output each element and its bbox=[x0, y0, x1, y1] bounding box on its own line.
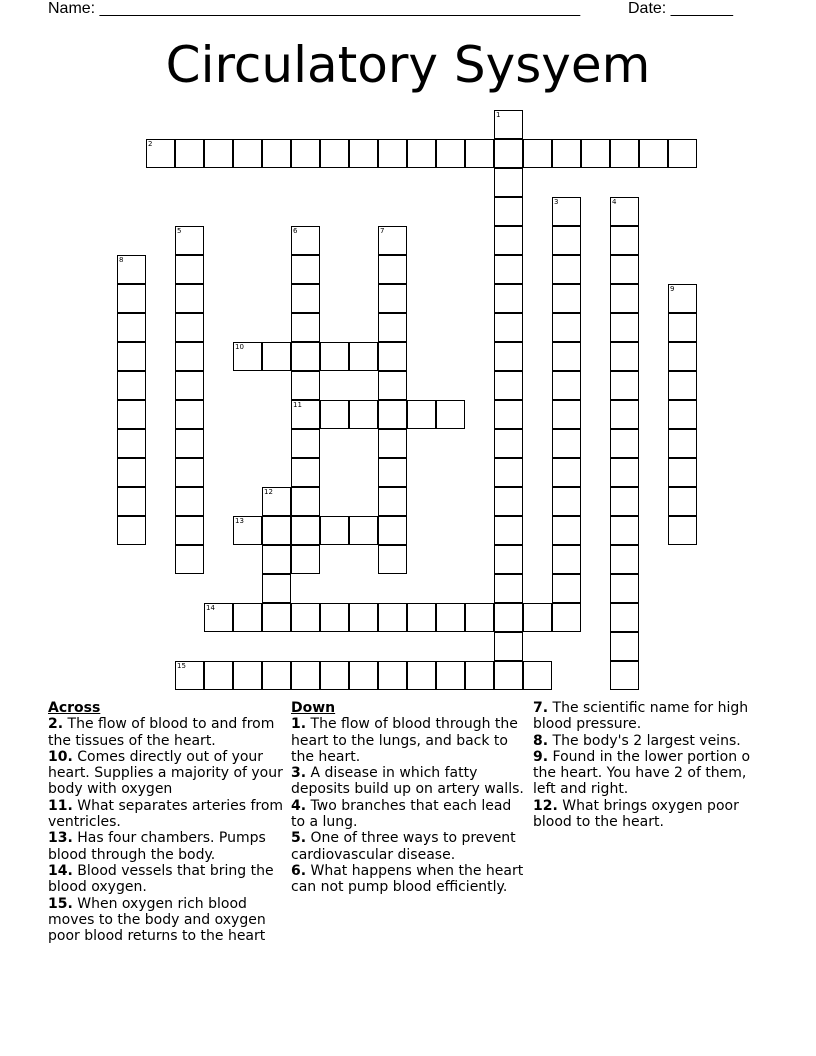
grid-cell[interactable] bbox=[262, 516, 291, 545]
grid-cell[interactable] bbox=[262, 603, 291, 632]
grid-cell[interactable] bbox=[378, 226, 407, 255]
grid-cell[interactable] bbox=[494, 284, 523, 313]
clue-number: 3 bbox=[554, 198, 559, 206]
grid-cell[interactable] bbox=[117, 487, 146, 516]
grid-cell[interactable] bbox=[610, 574, 639, 603]
grid-cell[interactable] bbox=[668, 284, 697, 313]
grid-cell[interactable] bbox=[523, 661, 552, 690]
clue-number: 14 bbox=[206, 604, 215, 612]
clue-text: What brings oxygen poor blood to the heart. bbox=[533, 797, 739, 831]
grid-cell[interactable] bbox=[175, 661, 204, 690]
grid-cell[interactable] bbox=[175, 458, 204, 487]
clue-number: 10. bbox=[48, 748, 73, 765]
grid-cell[interactable] bbox=[552, 284, 581, 313]
clue-text: The flow of blood to and from the tissues of the heart. bbox=[48, 716, 275, 749]
grid-cell[interactable] bbox=[552, 603, 581, 632]
grid-cell[interactable] bbox=[552, 545, 581, 574]
grid-cell[interactable] bbox=[320, 342, 349, 371]
grid-cell[interactable] bbox=[552, 197, 581, 226]
clue-text: The body's 2 largest veins. bbox=[548, 732, 741, 749]
grid-cell[interactable] bbox=[494, 139, 523, 168]
grid-cell[interactable] bbox=[262, 342, 291, 371]
grid-cell[interactable] bbox=[494, 545, 523, 574]
down-clue bbox=[533, 798, 769, 831]
grid-cell[interactable] bbox=[117, 429, 146, 458]
grid-cell[interactable] bbox=[494, 168, 523, 197]
name-field[interactable]: Name: ______________________________________________________ bbox=[48, 0, 581, 17]
grid-cell[interactable] bbox=[175, 139, 204, 168]
grid-cell[interactable] bbox=[378, 255, 407, 284]
grid-cell[interactable] bbox=[552, 429, 581, 458]
grid-cell[interactable] bbox=[639, 139, 668, 168]
grid-cell[interactable] bbox=[552, 458, 581, 487]
down-clues-continued bbox=[533, 700, 769, 830]
grid-cell[interactable] bbox=[552, 226, 581, 255]
across-clue bbox=[48, 716, 284, 749]
grid-cell[interactable] bbox=[494, 661, 523, 690]
grid-cell[interactable] bbox=[175, 342, 204, 371]
clue-number: 3. bbox=[291, 765, 307, 782]
grid-cell[interactable] bbox=[668, 342, 697, 371]
grid-cell[interactable] bbox=[494, 458, 523, 487]
grid-cell[interactable] bbox=[494, 400, 523, 429]
grid-cell[interactable] bbox=[668, 313, 697, 342]
grid-cell[interactable] bbox=[494, 313, 523, 342]
clue-number: 15. bbox=[48, 895, 73, 912]
grid-cell[interactable] bbox=[233, 516, 262, 545]
grid-cell[interactable] bbox=[494, 429, 523, 458]
grid-cell[interactable] bbox=[378, 139, 407, 168]
grid-cell[interactable] bbox=[262, 661, 291, 690]
grid-cell[interactable] bbox=[378, 487, 407, 516]
clue-number: 6. bbox=[291, 862, 307, 879]
grid-cell[interactable] bbox=[552, 516, 581, 545]
grid-cell[interactable] bbox=[175, 313, 204, 342]
grid-cell[interactable] bbox=[552, 574, 581, 603]
grid-cell[interactable] bbox=[320, 661, 349, 690]
grid-cell[interactable] bbox=[291, 603, 320, 632]
grid-cell[interactable] bbox=[668, 371, 697, 400]
clue-text: The scientific name for high blood pressure. bbox=[533, 700, 749, 733]
grid-cell[interactable] bbox=[378, 284, 407, 313]
clue-number: 2 bbox=[148, 140, 153, 148]
clue-text: One of three ways to prevent cardiovascular disease. bbox=[291, 830, 516, 863]
grid-cell[interactable] bbox=[494, 342, 523, 371]
clue-number: 5 bbox=[177, 227, 182, 235]
clue-text: What happens when the heart can not pump blood efficiently. bbox=[291, 862, 524, 896]
grid-cell[interactable] bbox=[291, 545, 320, 574]
clue-number: 2. bbox=[48, 716, 64, 733]
clue-text: Comes directly out of your heart. Supplies a majority of your body with oxygen bbox=[48, 748, 283, 798]
grid-cell[interactable] bbox=[610, 313, 639, 342]
grid-cell[interactable] bbox=[378, 342, 407, 371]
grid-cell[interactable] bbox=[117, 342, 146, 371]
grid-cell[interactable] bbox=[465, 661, 494, 690]
grid-cell[interactable] bbox=[668, 458, 697, 487]
grid-cell[interactable] bbox=[349, 139, 378, 168]
grid-cell[interactable] bbox=[494, 110, 523, 139]
grid-cell[interactable] bbox=[262, 487, 291, 516]
grid-cell[interactable] bbox=[523, 603, 552, 632]
grid-cell[interactable] bbox=[117, 371, 146, 400]
grid-cell[interactable] bbox=[146, 139, 175, 168]
grid-cell[interactable] bbox=[378, 661, 407, 690]
down-clue-list-continued bbox=[533, 700, 769, 830]
clue-number: 13. bbox=[48, 830, 73, 847]
grid-cell[interactable] bbox=[378, 371, 407, 400]
grid-cell[interactable] bbox=[552, 342, 581, 371]
grid-cell[interactable] bbox=[610, 661, 639, 690]
grid-cell[interactable] bbox=[175, 226, 204, 255]
grid-cell[interactable] bbox=[523, 139, 552, 168]
clue-number: 9. bbox=[533, 748, 549, 765]
grid-cell[interactable] bbox=[407, 400, 436, 429]
grid-cell[interactable] bbox=[175, 400, 204, 429]
grid-cell[interactable] bbox=[291, 487, 320, 516]
grid-cell[interactable] bbox=[117, 284, 146, 313]
grid-cell[interactable] bbox=[291, 516, 320, 545]
clue-number: 4. bbox=[291, 797, 307, 814]
grid-cell[interactable] bbox=[494, 574, 523, 603]
grid-cell[interactable] bbox=[552, 313, 581, 342]
down-clue bbox=[533, 700, 769, 733]
grid-cell[interactable] bbox=[494, 487, 523, 516]
grid-cell[interactable] bbox=[175, 516, 204, 545]
clue-number: 12 bbox=[264, 488, 273, 496]
across-clue-list bbox=[48, 716, 284, 944]
grid-cell[interactable] bbox=[233, 139, 262, 168]
down-clue bbox=[291, 798, 527, 831]
across-clue bbox=[48, 896, 284, 945]
grid-cell[interactable] bbox=[610, 516, 639, 545]
across-clue bbox=[48, 830, 284, 863]
grid-cell[interactable] bbox=[291, 429, 320, 458]
grid-cell[interactable] bbox=[436, 603, 465, 632]
grid-cell[interactable] bbox=[175, 371, 204, 400]
grid-cell[interactable] bbox=[552, 255, 581, 284]
clue-text: When oxygen rich blood moves to the body and oxygen poor blood returns to the heart bbox=[48, 895, 266, 945]
grid-cell[interactable] bbox=[175, 545, 204, 574]
puzzle-title: Circulatory Sysyem bbox=[165, 36, 651, 94]
grid-cell[interactable] bbox=[291, 313, 320, 342]
grid-cell[interactable] bbox=[320, 139, 349, 168]
grid-cell[interactable] bbox=[291, 255, 320, 284]
grid-cell[interactable] bbox=[204, 661, 233, 690]
clue-text: Two branches that each lead to a lung. bbox=[291, 797, 512, 831]
grid-cell[interactable] bbox=[552, 400, 581, 429]
grid-cell[interactable] bbox=[436, 400, 465, 429]
clue-number: 1. bbox=[291, 716, 307, 733]
grid-cell[interactable] bbox=[262, 545, 291, 574]
grid-cell[interactable] bbox=[494, 632, 523, 661]
clue-text: What separates arteries from ventricles. bbox=[48, 797, 284, 831]
across-clues bbox=[48, 700, 284, 944]
grid-cell[interactable] bbox=[552, 487, 581, 516]
grid-cell[interactable] bbox=[610, 197, 639, 226]
down-clue bbox=[291, 830, 527, 863]
clue-number: 15 bbox=[177, 662, 186, 670]
clue-text: The flow of blood through the heart to the lungs, and back to the heart. bbox=[291, 716, 518, 765]
grid-cell[interactable] bbox=[378, 458, 407, 487]
clue-text: A disease in which fatty deposits build up on artery walls. bbox=[291, 765, 524, 798]
clue-text: Blood vessels that bring the blood oxygen. bbox=[48, 862, 274, 896]
grid-cell[interactable] bbox=[668, 139, 697, 168]
down-clue bbox=[291, 716, 527, 765]
grid-cell[interactable] bbox=[436, 661, 465, 690]
grid-cell[interactable] bbox=[117, 255, 146, 284]
clue-text: Found in the lower portion o the heart. You have 2 of them, left and right. bbox=[533, 748, 751, 798]
clue-number: 11 bbox=[293, 401, 302, 409]
grid-cell[interactable] bbox=[610, 603, 639, 632]
grid-cell[interactable] bbox=[610, 255, 639, 284]
grid-cell[interactable] bbox=[610, 487, 639, 516]
grid-cell[interactable] bbox=[494, 226, 523, 255]
grid-cell[interactable] bbox=[175, 487, 204, 516]
grid-cell[interactable] bbox=[610, 545, 639, 574]
grid-cell[interactable] bbox=[610, 458, 639, 487]
grid-cell[interactable] bbox=[291, 371, 320, 400]
grid-cell[interactable] bbox=[378, 603, 407, 632]
grid-cell[interactable] bbox=[494, 516, 523, 545]
grid-cell[interactable] bbox=[349, 342, 378, 371]
grid-cell[interactable] bbox=[668, 516, 697, 545]
grid-cell[interactable] bbox=[610, 226, 639, 255]
clue-number: 14. bbox=[48, 862, 73, 879]
clue-number: 4 bbox=[612, 198, 617, 206]
clue-number: 7. bbox=[533, 700, 549, 716]
grid-cell[interactable] bbox=[378, 400, 407, 429]
grid-cell[interactable] bbox=[349, 516, 378, 545]
grid-cell[interactable] bbox=[378, 429, 407, 458]
down-clue-list bbox=[291, 716, 527, 895]
grid-cell[interactable] bbox=[233, 603, 262, 632]
grid-cell[interactable] bbox=[320, 400, 349, 429]
across-clue bbox=[48, 863, 284, 896]
down-clue bbox=[291, 863, 527, 896]
grid-cell[interactable] bbox=[291, 342, 320, 371]
grid-cell[interactable] bbox=[407, 661, 436, 690]
clue-number: 5. bbox=[291, 830, 307, 847]
grid-cell[interactable] bbox=[494, 603, 523, 632]
grid-cell[interactable] bbox=[610, 632, 639, 661]
date-field[interactable]: Date: _______ bbox=[628, 0, 733, 17]
grid-cell[interactable] bbox=[262, 574, 291, 603]
grid-cell[interactable] bbox=[175, 429, 204, 458]
grid-cell[interactable] bbox=[349, 400, 378, 429]
clue-number: 11. bbox=[48, 797, 73, 814]
grid-cell[interactable] bbox=[117, 516, 146, 545]
across-heading: Across bbox=[48, 700, 101, 716]
grid-cell[interactable] bbox=[175, 284, 204, 313]
grid-cell[interactable] bbox=[291, 226, 320, 255]
clue-number: 10 bbox=[235, 343, 244, 351]
grid-cell[interactable] bbox=[407, 603, 436, 632]
grid-cell[interactable] bbox=[610, 371, 639, 400]
across-clue bbox=[48, 798, 284, 831]
grid-cell[interactable] bbox=[668, 400, 697, 429]
grid-cell[interactable] bbox=[291, 400, 320, 429]
grid-cell[interactable] bbox=[349, 603, 378, 632]
grid-cell[interactable] bbox=[610, 284, 639, 313]
down-clue bbox=[291, 765, 527, 798]
grid-cell[interactable] bbox=[494, 255, 523, 284]
grid-cell[interactable] bbox=[378, 313, 407, 342]
grid-cell[interactable] bbox=[465, 139, 494, 168]
grid-cell[interactable] bbox=[291, 458, 320, 487]
grid-cell[interactable] bbox=[436, 139, 465, 168]
grid-cell[interactable] bbox=[291, 284, 320, 313]
clue-number: 13 bbox=[235, 517, 244, 525]
down-clue bbox=[533, 733, 769, 749]
grid-cell[interactable] bbox=[204, 139, 233, 168]
grid-cell[interactable] bbox=[378, 516, 407, 545]
grid-cell[interactable] bbox=[117, 400, 146, 429]
grid-cell[interactable] bbox=[175, 255, 204, 284]
clue-number: 1 bbox=[496, 111, 501, 119]
clue-number: 8. bbox=[533, 732, 549, 749]
grid-cell[interactable] bbox=[494, 197, 523, 226]
clue-number: 7 bbox=[380, 227, 385, 235]
clue-number: 8 bbox=[119, 256, 124, 264]
grid-cell[interactable] bbox=[581, 139, 610, 168]
grid-cell[interactable] bbox=[233, 661, 262, 690]
grid-cell[interactable] bbox=[494, 371, 523, 400]
grid-cell[interactable] bbox=[610, 429, 639, 458]
grid-cell[interactable] bbox=[668, 487, 697, 516]
grid-cell[interactable] bbox=[320, 516, 349, 545]
grid-cell[interactable] bbox=[552, 139, 581, 168]
grid-cell[interactable] bbox=[349, 661, 378, 690]
grid-cell[interactable] bbox=[552, 371, 581, 400]
grid-cell[interactable] bbox=[291, 661, 320, 690]
grid-cell[interactable] bbox=[204, 603, 233, 632]
grid-cell[interactable] bbox=[407, 139, 436, 168]
clue-number: 9 bbox=[670, 285, 675, 293]
grid-cell[interactable] bbox=[610, 342, 639, 371]
grid-cell[interactable] bbox=[291, 139, 320, 168]
grid-cell[interactable] bbox=[233, 342, 262, 371]
grid-cell[interactable] bbox=[320, 603, 349, 632]
grid-cell[interactable] bbox=[117, 313, 146, 342]
grid-cell[interactable] bbox=[668, 429, 697, 458]
down-clue bbox=[533, 749, 769, 798]
down-clues bbox=[291, 700, 527, 896]
down-heading: Down bbox=[291, 700, 336, 716]
across-clue bbox=[48, 749, 284, 798]
clue-text: Has four chambers. Pumps blood through the body. bbox=[48, 830, 266, 863]
grid-cell[interactable] bbox=[465, 603, 494, 632]
clue-number: 6 bbox=[293, 227, 298, 235]
clue-number: 12. bbox=[533, 797, 558, 814]
grid-cell[interactable] bbox=[378, 545, 407, 574]
grid-cell[interactable] bbox=[610, 139, 639, 168]
grid-cell[interactable] bbox=[610, 400, 639, 429]
grid-cell[interactable] bbox=[262, 139, 291, 168]
grid-cell[interactable] bbox=[117, 458, 146, 487]
